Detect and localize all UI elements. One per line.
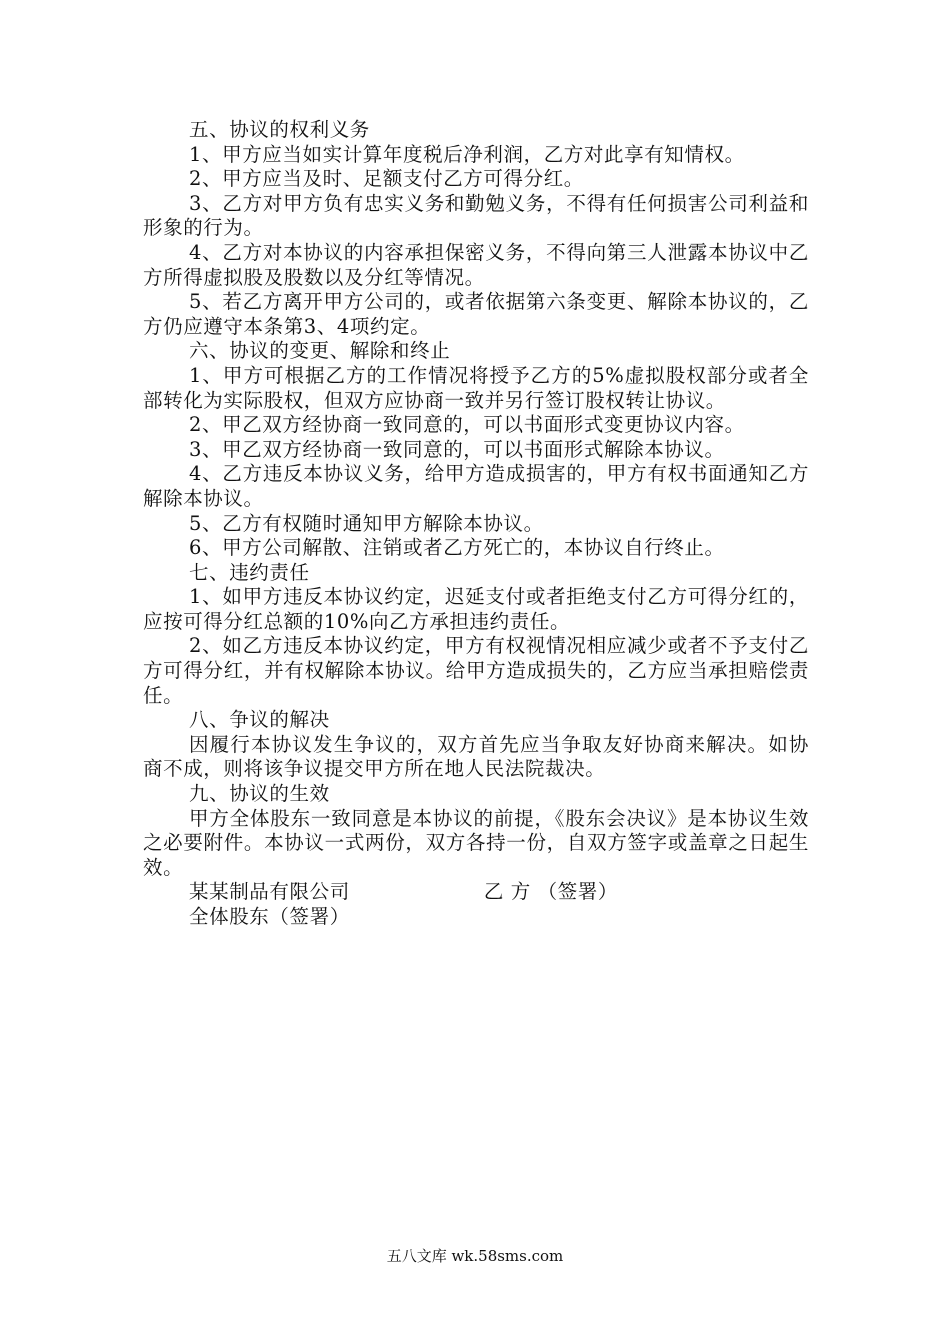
clause: 5、乙方有权随时通知甲方解除本协议。 [189, 511, 544, 535]
shareholders-signature: 全体股东（签署） [189, 905, 350, 928]
section-liability [143, 561, 809, 709]
section-heading: 六、协议的变更、解除和终止 [189, 339, 451, 363]
clause: 2、如乙方违反本协议约定，甲方有权视情况相应减少或者不予支付乙方可得分红，并有权解除本协议。给甲方造成损失的，乙方应当承担赔偿责任。 [143, 634, 809, 707]
agreement-body [143, 118, 809, 930]
clause: 因履行本协议发生争议的，双方首先应当争取友好协商来解决。如协商不成，则将该争议提交甲方所在地人民法院裁决。 [143, 732, 809, 781]
clause: 4、乙方对本协议的内容承担保密义务，不得向第三人泄露本协议中乙方所得虚拟股及股数以及分红等情况。 [143, 240, 809, 289]
clause: 2、甲方应当及时、足额支付乙方可得分红。 [189, 167, 584, 191]
section-effectiveness [143, 782, 809, 880]
clause: 3、甲乙双方经协商一致同意的，可以书面形式解除本协议。 [189, 437, 725, 461]
clause: 3、乙方对甲方负有忠实义务和勤勉义务，不得有任何损害公司利益和形象的行为。 [143, 191, 809, 240]
clause: 1、甲方应当如实计算年度税后净利润，乙方对此享有知情权。 [189, 142, 745, 166]
section-heading: 五、协议的权利义务 [189, 118, 370, 141]
clause: 1、甲方可根据乙方的工作情况将授予乙方的5%虚拟股权部分或者全部转化为实际股权，但双方应协商一致并另行签订股权转让协议。 [143, 363, 809, 412]
clause: 1、如甲方违反本协议约定，迟延支付或者拒绝支付乙方可得分红的，应按可得分红总额的10%向乙方承担违约责任。 [143, 585, 809, 633]
section-heading: 九、协议的生效 [189, 782, 330, 806]
clause: 甲方全体股东一致同意是本协议的前提，《股东会决议》是本协议生效之必要附件。本协议一式两份，双方各持一份，自双方签字或盖章之日起生效。 [143, 806, 809, 879]
clause: 2、甲乙双方经协商一致同意的，可以书面形式变更协议内容。 [189, 413, 745, 437]
clause: 5、若乙方离开甲方公司的，或者依据第六条变更、解除本协议的，乙方仍应遵守本条第3、4项约定。 [143, 290, 809, 338]
section-rights-obligations [143, 118, 809, 339]
party-a-name: 某某制品有限公司 [189, 880, 350, 904]
section-dispute [143, 708, 809, 782]
party-b-signature: 乙 方 （签署） [483, 880, 619, 904]
clause: 6、甲方公司解散、注销或者乙方死亡的，本协议自行终止。 [189, 536, 725, 560]
section-change-termination [143, 339, 809, 560]
page-footer: 五八文库 wk.58sms.com [386, 1247, 564, 1265]
signature-row [143, 880, 809, 905]
clause: 4、乙方违反本协议义务，给甲方造成损害的，甲方有权书面通知乙方解除本协议。 [143, 462, 809, 510]
signature-block [143, 880, 809, 929]
section-heading: 七、违约责任 [189, 560, 310, 584]
section-heading: 八、争议的解决 [189, 708, 330, 732]
